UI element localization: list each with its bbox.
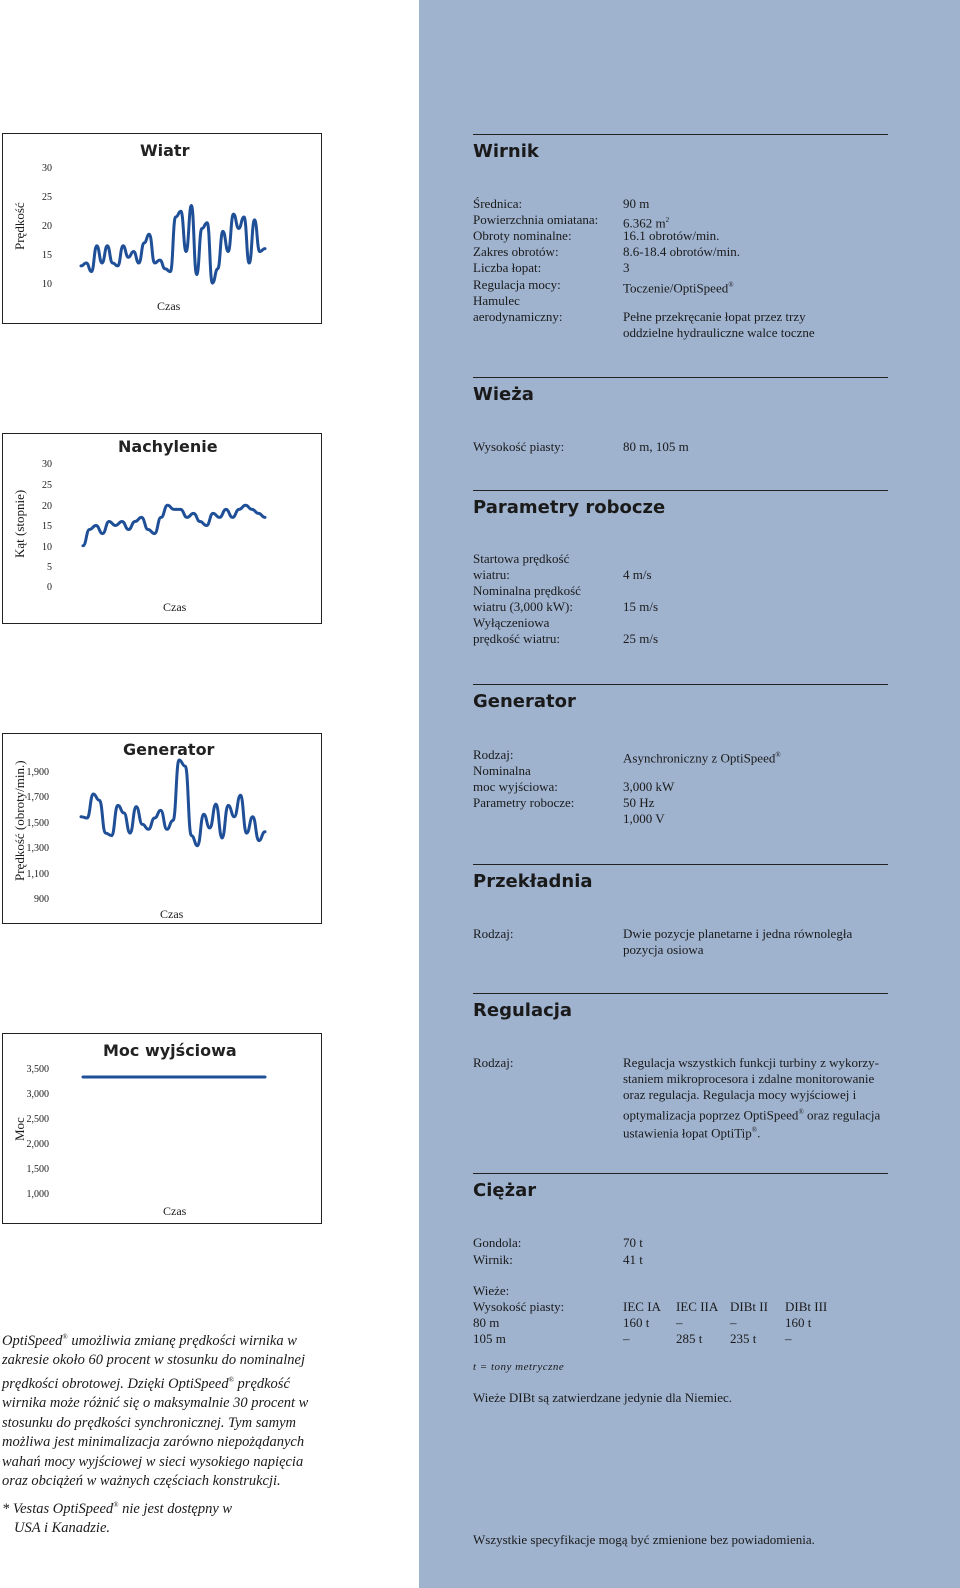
registered-mark: ® (62, 1333, 68, 1341)
cut-in-value: 4 m/s (623, 567, 652, 582)
gearbox-type-value: pozycja osiowa (623, 942, 704, 957)
weight-table-cell: – (676, 1315, 683, 1330)
nominal-wind-value: 15 m/s (623, 599, 659, 614)
control-type-value (623, 1104, 880, 1123)
control-rule (473, 993, 888, 994)
weight-table-cell: – (623, 1331, 630, 1346)
pitch-chart-title: Nachylenie (118, 437, 218, 456)
rotor-range-label: Zakres obrotów: (473, 244, 559, 259)
power-tick: 2,500 (26, 1114, 49, 1125)
cut-out-label: prędkość wiatru: (473, 631, 561, 646)
registered-mark: ® (751, 1126, 758, 1134)
rotor-power-label: Regulacja mocy: (473, 277, 561, 292)
rotor-range-value: 8.6-18.4 obrotów/min. (623, 244, 740, 259)
control-line-text: . (757, 1125, 761, 1141)
nominal-power-label: moc wyjściowa: (473, 779, 558, 794)
hub-height-value: 80 m, 105 m (623, 439, 689, 454)
cut-out-value: 25 m/s (623, 631, 659, 646)
power-tick: 1,000 (26, 1189, 49, 1200)
control-type-label: Rodzaj: (473, 1055, 514, 1070)
rotor-diameter-label: Średnica: (473, 196, 523, 211)
note-line: możliwa jest minimalizacja zarówno niepożądanych (2, 1434, 305, 1451)
weight-table-header: DIBt II (730, 1299, 768, 1314)
control-line-text: optymalizacja poprzez OptiSpeed (623, 1107, 799, 1123)
weight-table-cell: 160 t (785, 1315, 812, 1330)
registered-mark: ® (228, 1375, 234, 1384)
wind-tick: 20 (42, 221, 52, 232)
nominal-wind-label: Nominalna prędkość (473, 583, 581, 598)
cut-in-label: Startowa prędkość (473, 551, 570, 566)
generator-tick: 1,300 (26, 843, 49, 854)
brake-label: Hamulec (473, 293, 520, 308)
note-line: oraz obciążeń w ważnych częściach konstrukcji. (2, 1473, 281, 1490)
power-tick: 2,000 (26, 1139, 49, 1150)
generator-title: Generator (473, 691, 576, 712)
wind-tick: 15 (42, 250, 52, 261)
control-type-value: Regulacja wszystkich funkcji turbiny z wykorzy- (623, 1055, 879, 1070)
brake-value: Pełne przekręcanie łopat przez trzy (623, 309, 806, 324)
note-line: prędkości obrotowej. Dzięki OptiSpeed (2, 1375, 229, 1392)
generator-op-value: 50 Hz (623, 795, 655, 810)
generator-type-label: Rodzaj: (473, 747, 514, 762)
weight-table-cell: 160 t (623, 1315, 650, 1330)
note-line: OptiSpeed (2, 1332, 63, 1349)
nominal-power-value: 3,000 kW (623, 779, 675, 794)
rotor-area-number: 6.362 m (623, 215, 666, 231)
footnote-line: USA i Kanadzie. (14, 1520, 110, 1537)
note-line: wahań mocy wyjściowej w sieci wysokiego napięcia (2, 1453, 304, 1470)
footnote-line: nie jest dostępny w (118, 1500, 233, 1517)
note-line: wirnika może różnić się o maksymalnie 30 procent w (2, 1395, 309, 1412)
rotor-area-label: Powierzchnia omiatana: (473, 212, 599, 227)
generator-op-value: 1,000 V (623, 811, 665, 826)
rotor-speed-label: Obroty nominalne: (473, 228, 572, 243)
wind-tick: 30 (42, 163, 52, 174)
note-line: zakresie około 60 procent w stosunku do nominalnej (2, 1352, 305, 1369)
pitch-tick: 30 (42, 459, 52, 470)
note-line: stosunku do prędkości synchronicznej. Tym samym (2, 1414, 296, 1431)
weight-table-cell: – (785, 1331, 792, 1346)
generator-chart-svg (3, 734, 321, 923)
control-line-text: oraz regulacja (803, 1107, 881, 1123)
power-chart-svg (3, 1034, 321, 1223)
dibt-note: Wieże DIBt są zatwierdzane jedynie dla Niemiec. (473, 1390, 732, 1405)
wind-tick: 25 (42, 192, 52, 203)
control-title: Regulacja (473, 1000, 573, 1021)
cut-in-label: wiatru: (473, 567, 510, 582)
generator-chart (2, 733, 322, 924)
generator-chart-xlabel: Czas (160, 907, 184, 921)
rotor-rule (473, 134, 888, 135)
generator-tick: 1,100 (26, 869, 49, 880)
pitch-tick: 5 (47, 562, 52, 573)
pitch-chart (2, 433, 322, 624)
power-chart-xlabel: Czas (163, 1204, 187, 1218)
weight-table-cell: 235 t (730, 1331, 757, 1346)
pitch-tick: 0 (47, 582, 52, 593)
control-type-value: staniem mikroprocesora i zdalne monitorowanie (623, 1071, 875, 1086)
footnote-line: * Vestas OptiSpeed (2, 1500, 114, 1517)
nominal-wind-label: wiatru (3,000 kW): (473, 599, 574, 614)
brake-value: oddzielne hydrauliczne walce toczne (623, 325, 815, 340)
rotor-weight-value: 41 t (623, 1252, 643, 1267)
power-tick: 3,000 (26, 1089, 49, 1100)
weight-table-cell: 80 m (473, 1315, 500, 1330)
pitch-tick: 20 (42, 501, 52, 512)
wind-chart-ylabel: Prędkość (12, 202, 27, 250)
brake-label: aerodynamiczny: (473, 309, 563, 324)
note-line: umożliwia zmianę prędkości wirnika w (67, 1332, 297, 1349)
gearbox-title: Przekładnia (473, 871, 593, 892)
operating-rule (473, 490, 888, 491)
pitch-tick: 10 (42, 542, 52, 553)
weight-table-header: Wysokość piasty: (473, 1299, 565, 1314)
registered-mark: ® (113, 1501, 119, 1509)
generator-tick: 1,900 (26, 767, 49, 778)
series-line (81, 206, 265, 284)
generator-tick: 1,500 (26, 818, 49, 829)
pitch-chart-ylabel: Kąt (stopnie) (12, 489, 27, 558)
registered-mark: ® (728, 281, 734, 289)
pitch-chart-xlabel: Czas (163, 600, 187, 614)
control-type-value: oraz regulacja. Regulacja mocy wyjściowej i (623, 1087, 857, 1102)
generator-tick: 1,700 (26, 792, 49, 803)
spec-footer: Wszystkie specyfikacje mogą być zmienione bez powiadomienia. (473, 1532, 815, 1547)
unit-note: t = tony metryczne (473, 1361, 565, 1373)
power-chart (2, 1033, 322, 1224)
rotor-power-text: Toczenie/OptiSpeed (623, 280, 729, 296)
weight-rule (473, 1173, 888, 1174)
nacelle-value: 70 t (623, 1235, 643, 1250)
nominal-power-label: Nominalna (473, 763, 531, 778)
generator-tick: 900 (34, 894, 49, 905)
control-line-text: ustawienia łopat OptiTip (623, 1125, 752, 1141)
wind-chart-xlabel: Czas (157, 299, 181, 313)
nacelle-label: Gondola: (473, 1235, 522, 1250)
note-line: prędkość (233, 1375, 290, 1392)
series-line (81, 760, 265, 846)
hub-height-label: Wysokość piasty: (473, 439, 565, 454)
pitch-tick: 25 (42, 480, 52, 491)
generator-type-value (623, 747, 781, 766)
registered-mark: ® (775, 751, 781, 759)
series-line (83, 505, 265, 545)
rotor-title: Wirnik (473, 141, 539, 162)
generator-type-text: Asynchroniczny z OptiSpeed (623, 750, 776, 766)
weight-table-cell: 285 t (676, 1331, 703, 1346)
gearbox-type-value: Dwie pozycje planetarne i jedna równoległa (623, 926, 853, 941)
towers-label: Wieże: (473, 1283, 510, 1298)
weight-title: Ciężar (473, 1180, 537, 1201)
weight-table-header: DIBt III (785, 1299, 828, 1314)
rotor-diameter-value: 90 m (623, 196, 650, 211)
pitch-tick: 15 (42, 521, 52, 532)
power-tick: 1,500 (26, 1164, 49, 1175)
tower-title: Wieża (473, 384, 534, 405)
control-type-value (623, 1122, 760, 1141)
weight-table-header: IEC IA (623, 1299, 661, 1314)
generator-op-label: Parametry robocze: (473, 795, 575, 810)
power-chart-ylabel: Moc (12, 1117, 27, 1141)
generator-chart-ylabel: Prędkość (obroty/min.) (12, 760, 27, 881)
generator-rule (473, 684, 888, 685)
rotor-weight-label: Wirnik: (473, 1252, 513, 1267)
rotor-power-value (623, 277, 734, 296)
gearbox-rule (473, 864, 888, 865)
tower-rule (473, 377, 888, 378)
wind-tick: 10 (42, 279, 52, 290)
cut-out-label: Wyłączeniowa (473, 615, 550, 630)
generator-chart-title: Generator (123, 740, 215, 759)
wind-chart-title: Wiatr (140, 141, 190, 160)
wind-chart (2, 133, 322, 324)
operating-title: Parametry robocze (473, 497, 666, 518)
footnote (2, 1496, 324, 1539)
rotor-speed-value: 16.1 obrotów/min. (623, 228, 720, 243)
power-chart-title: Moc wyjściowa (103, 1041, 237, 1060)
weight-table-cell: – (730, 1315, 737, 1330)
power-tick: 3,500 (26, 1064, 49, 1075)
rotor-blades-label: Liczba łopat: (473, 260, 542, 275)
optispeed-note (2, 1328, 324, 1492)
registered-mark: ® (798, 1108, 804, 1116)
weight-table-cell: 105 m (473, 1331, 506, 1346)
squared-mark: 2 (665, 216, 670, 224)
gearbox-type-label: Rodzaj: (473, 926, 514, 941)
weight-table-header: IEC IIA (676, 1299, 719, 1314)
rotor-blades-value: 3 (623, 260, 630, 275)
